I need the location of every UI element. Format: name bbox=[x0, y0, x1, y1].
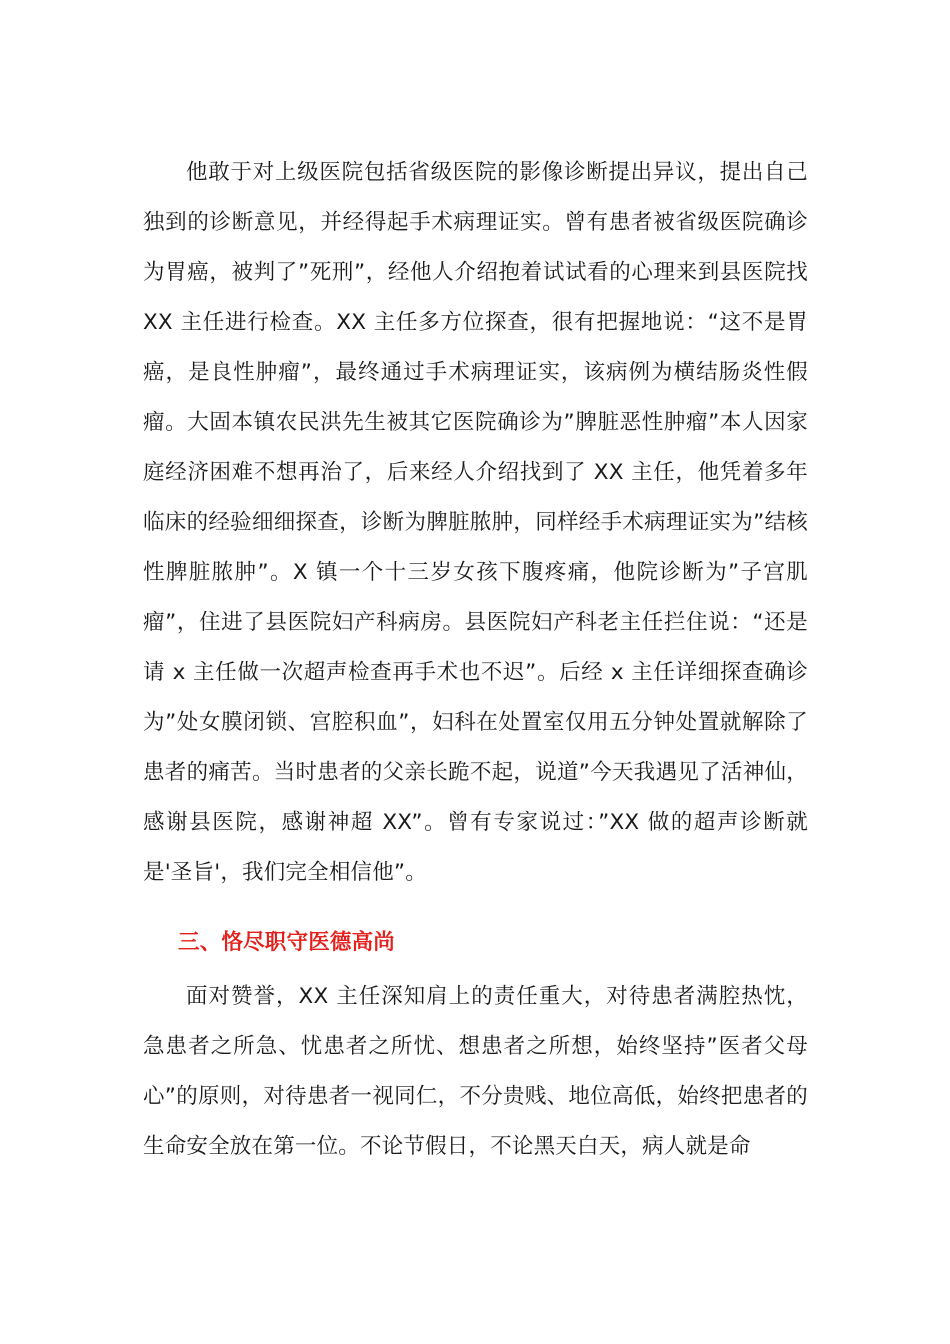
section-heading: 三、恪尽职守医德高尚 bbox=[178, 930, 396, 955]
body-paragraph: 他敢于对上级医院包括省级医院的影像诊断提出异议，提出自己独到的诊断意见，并经得起手术病理证实。曾有患者被省级医院确诊为胃癌，被判了”死刑”，经他人介绍抱着试试看的心理来到县医院找 XX 主任进行检查。XX 主任多方位探查，很有把握地说：“这不是胃癌，是良性肿瘤”，最终通过手术病理证实，该病例为横结肠炎性假瘤。大固本镇农民洪先生被其它医院确诊为”脾脏恶性肿瘤”本人因家庭经济困难不想再治了，后来经人介绍找到了 XX 主任，他凭着多年临床的经验细细探查，诊断为脾脏脓肿，同样经手术病理证实为”结核性脾脏脓肿”。X 镇一个十三岁女孩下腹疼痛，他院诊断为”子宫肌瘤”，住进了县医院妇产科病房。县医院妇产科老主任拦住说：“还是请 x 主任做一次超声检查再手术也不迟”。后经 x 主任详细探查确诊为”处女膜闭锁、宫腔积血”，妇科在处置室仅用五分钟处置就解除了患者的痛苦。当时患者的父亲长跪不起，说道”今天我遇见了活神仙，感谢县医院，感谢神超 XX”。曾有专家说过：”XX 做的超声诊断就是'圣旨'，我们完全相信他”。 bbox=[143, 160, 808, 885]
body-paragraph: 面对赞誉，XX 主任深知肩上的责任重大，对待患者满腔热忱，急患者之所急、忧患者之所忧、想患者之所想，始终坚持”医者父母心”的原则，对待患者一视同仁，不分贵贱、地位高低，始终把患者的生命安全放在第一位。不论节假日，不论黑天白天，病人就是命 bbox=[143, 984, 808, 1159]
